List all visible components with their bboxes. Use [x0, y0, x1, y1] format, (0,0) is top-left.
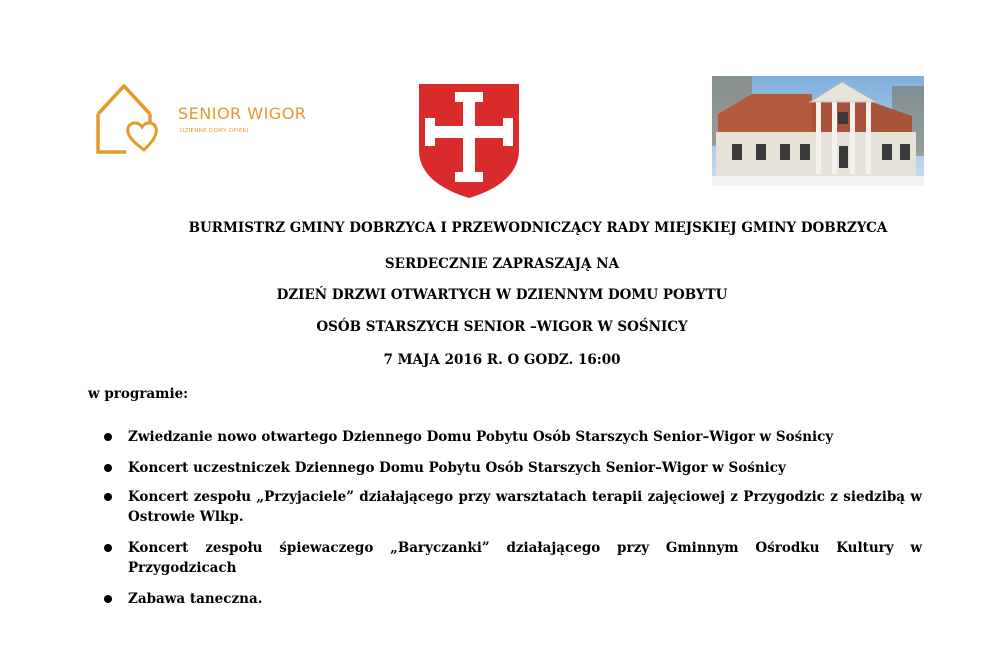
list-item	[104, 589, 922, 609]
program-list	[104, 427, 922, 609]
heading-invite: SERDECZNIE ZAPRASZAJĄ NA	[384, 256, 620, 272]
list-item-text: Zwiedzanie nowo otwartego Dziennego Domu Pobytu Osób Starszych Senior–Wigor w Sośnicy	[128, 429, 834, 445]
list-item	[104, 427, 922, 447]
bullet-icon	[104, 493, 112, 501]
bullet-icon	[104, 433, 112, 441]
list-item-text: Koncert zespołu „Przyjaciele” działającego przy warsztatach terapii zajęciowej z Przygodzic z siedzibą w Ostrowie Wlkp.	[128, 489, 922, 525]
bullet-icon	[104, 464, 112, 472]
senior-wigor-tagline: DZIENNE DOMY OPIEKI	[180, 128, 249, 134]
list-item-text: Zabawa taneczna.	[128, 591, 263, 607]
senior-wigor-name: SENIOR WIGOR	[178, 104, 307, 123]
heading-event: DZIEŃ DRZWI OTWARTYCH W DZIENNYM DOMU POBYTU	[276, 287, 728, 303]
house-heart-icon	[88, 78, 168, 158]
heading-organizers: BURMISTRZ GMINY DOBRZYCA I PRZEWODNICZĄCY RADY MIEJSKIEJ GMINY DOBRZYCA	[188, 220, 888, 236]
bullet-icon	[104, 544, 112, 552]
list-item-text: Koncert uczestniczek Dziennego Domu Pobytu Osób Starszych Senior–Wigor w Sośnicy	[128, 460, 786, 476]
program-label: w programie:	[88, 386, 189, 402]
coat-of-arms	[415, 80, 523, 200]
building-photo	[712, 76, 924, 186]
logo-row	[0, 0, 1004, 200]
bullet-icon	[104, 595, 112, 603]
list-item	[104, 458, 922, 478]
list-item	[104, 487, 922, 527]
heading-date: 7 MAJA 2016 R. O GODZ. 16:00	[383, 352, 621, 368]
list-item-text: Koncert zespołu śpiewaczego „Baryczanki” działającego przy Gminnym Ośrodku Kultury w Przygodzicach	[128, 540, 922, 576]
shield-cross-icon	[415, 80, 523, 200]
list-item	[104, 538, 922, 578]
senior-wigor-logo	[88, 78, 318, 166]
heading-venue: OSÓB STARSZYCH SENIOR –WIGOR W SOŚNICY	[316, 319, 688, 335]
